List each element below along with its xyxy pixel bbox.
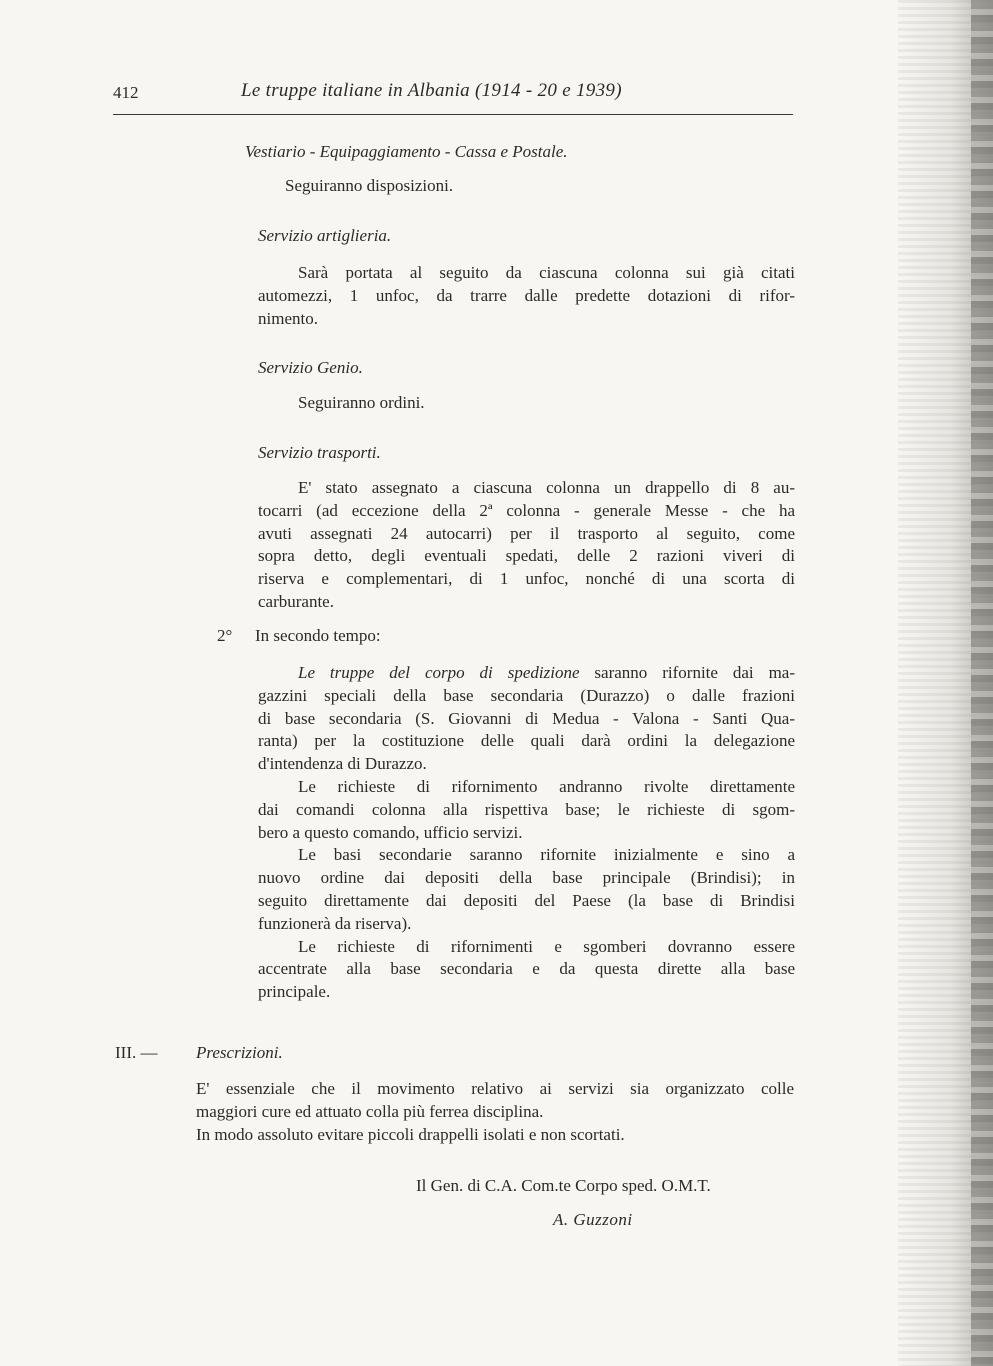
text-line: ranta) per la costituzione delle quali darà ordini la delegazione [258,731,795,751]
signature-title: Il Gen. di C.A. Com.te Corpo sped. O.M.T. [416,1176,711,1195]
text-line: nuovo ordine dai depositi della base principale (Brindisi); in [258,868,795,888]
section-heading-prescrizioni: Prescrizioni. [196,1043,283,1062]
text-line: tocarri (ad eccezione della 2ª colonna - generale Messe - che ha [258,500,795,520]
secondo-tempo-heading: In secondo tempo: [255,626,381,645]
text-line: dai comandi colonna alla rispettiva base; le richieste di sgom- [258,799,795,819]
text-line [258,662,795,685]
text-line: E' essenziale che il movimento relativo ai servizi sia organizzato colle [196,1079,794,1098]
text-line: seguito direttamente dai depositi del Paese (la base di Brindisi [258,890,795,910]
section-heading-genio: Servizio Genio. [258,358,363,377]
text-line: Le basi secondarie saranno rifornite inizialmente e sino a [298,845,795,865]
secondo-tempo-body [258,662,795,1004]
genio-text: Seguiranno ordini. [298,393,425,412]
text-line: carburante. [258,591,334,611]
text-line: accentrate alla base secondaria e da questa dirette alla base [258,959,795,979]
text-line: bero a questo comando, ufficio servizi. [258,822,523,842]
signature-name: A. Guzzoni [553,1210,633,1229]
lead-italic-phrase: Le truppe del corpo di spedizione [298,663,580,682]
text-line: riserva e complementari, di 1 unfoc, nonché di una scorta di [258,569,795,589]
text-line: principale. [258,982,331,1002]
text-line: Le richieste di rifornimento andranno rivolte direttamente [298,776,795,796]
text-line: Sarà portata al seguito da ciascuna colonna sui già citati [298,263,795,282]
text-line: sopra detto, degli eventuali spedati, delle 2 razioni viveri di [258,546,795,566]
section-numeral-iii: III. — [115,1043,158,1062]
trasporti-paragraph [258,477,795,614]
text-line: di base secondaria (S. Giovanni di Medua - Valona - Santi Qua- [258,708,795,728]
scan-dark-border [971,0,993,1366]
section-heading-artiglieria: Servizio artiglieria. [258,226,392,245]
text-line: E' stato assegnato a ciascuna colonna un drappello di 8 au- [298,478,795,497]
text-line: maggiori cure ed attuato colla più ferrea disciplina. [196,1101,544,1121]
prescrizioni-body [196,1078,794,1146]
text-line: gazzini speciali della base secondaria (Durazzo) o dalle frazioni [258,685,795,705]
text-line: d'intendenza di Durazzo. [258,754,427,774]
artiglieria-paragraph [258,262,795,330]
text-line: automezzi, 1 unfoc, da trarre dalle predette dotazioni di rifor- [258,285,795,305]
text-line: In modo assoluto evitare piccoli drappelli isolati e non scortati. [196,1124,625,1144]
text-line: nimento. [258,308,318,328]
running-title: Le truppe italiane in Albania (1914 - 20 e 1939) [241,80,622,101]
text-line: avuti assegnati 24 autocarri) per il trasporto al seguito, come [258,523,795,543]
section-heading-trasporti: Servizio trasporti. [258,443,381,462]
header-rule [113,114,793,115]
item-number-2: 2° [217,626,233,645]
text-line: Le richieste di rifornimenti e sgomberi dovranno essere [298,936,795,956]
text-fragment: saranno rifornite dai ma- [579,663,796,682]
page-number: 412 [113,83,139,102]
section-heading-vestiario: Vestiario - Equipaggiamento - Cassa e Postale. [245,142,568,161]
vestiario-text: Seguiranno disposizioni. [285,176,454,195]
text-line: funzionerà da riserva). [258,913,412,933]
